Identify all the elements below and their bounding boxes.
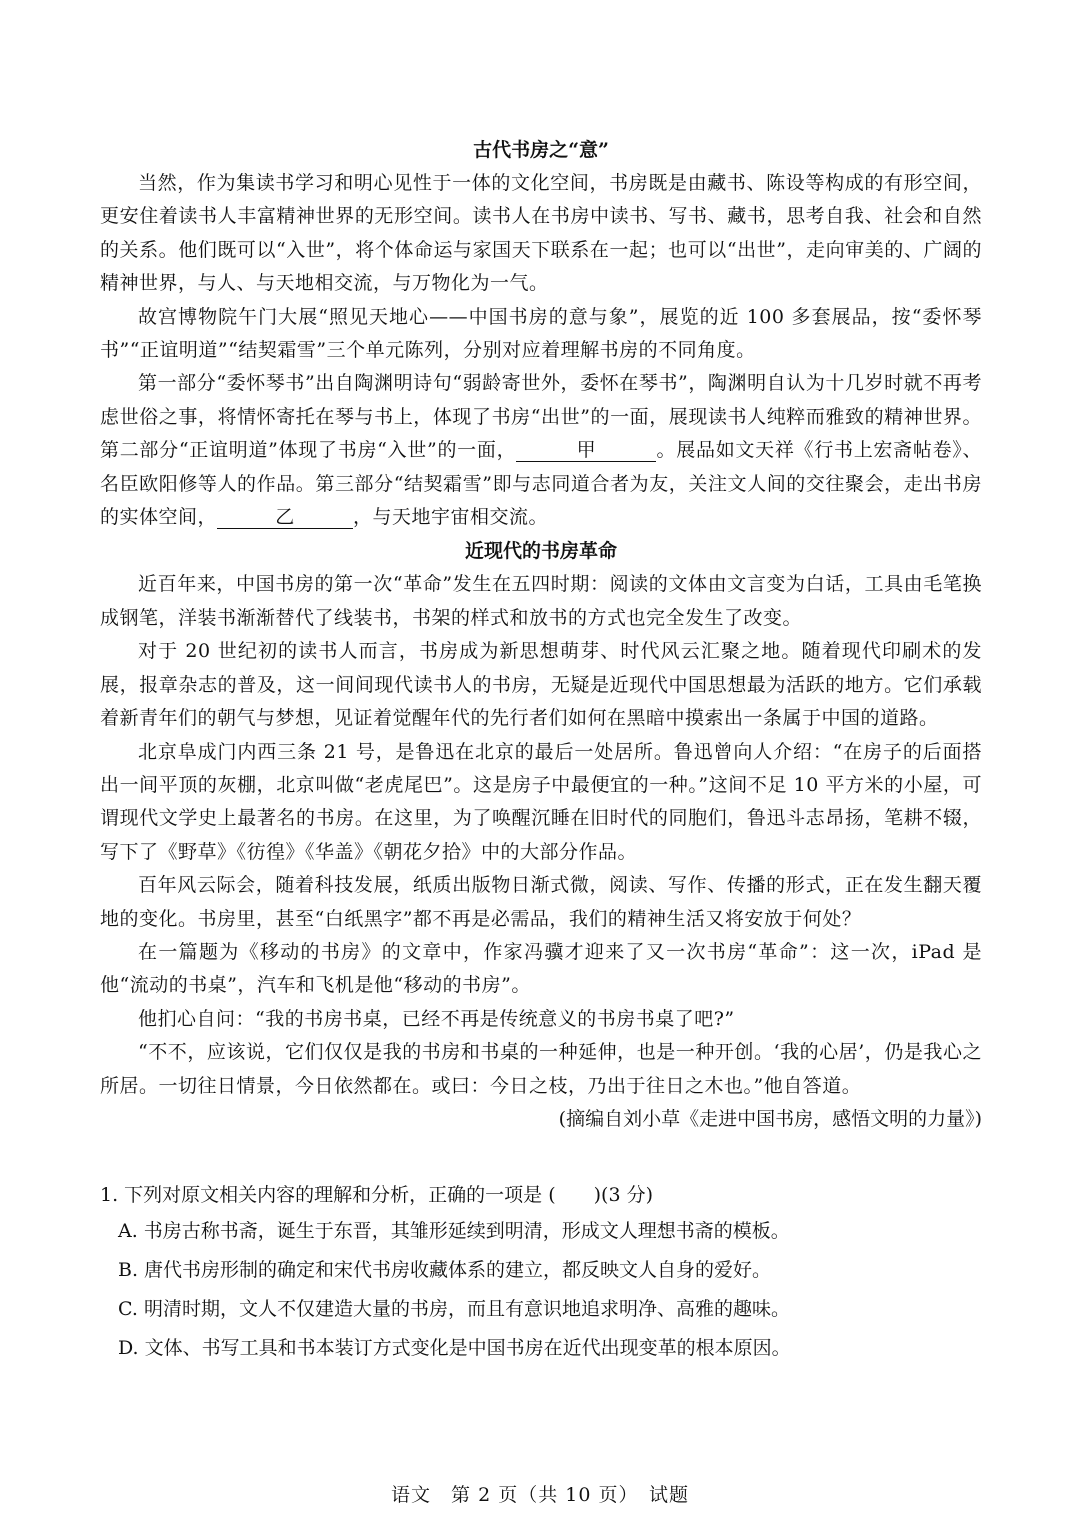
paragraph: 近百年来，中国书房的第一次“革命”发生在五四时期：阅读的文体由文言变为白话，工具由毛笔换成钢笔，洋装书渐渐替代了线装书，书架的样式和放书的方式也完全发生了改变。	[100, 573, 982, 629]
paragraph-text: 第一部分“委怀琴书”出自陶渊明诗句“弱龄寄世外，委怀在琴书”，陶渊明自认为十几岁时就不再考虑世俗之事，将情怀寄托在琴与书上，体现了书房“出世”的一面，展现读书人纯粹而雅致的精神世界。第二部分“正谊明道”体现了书房“入世”的一面，	[100, 372, 982, 462]
paragraph: “不不，应该说，它们仅仅是我的书房和书桌的一种延伸，也是一种开创。‘我的心居’，仍是我心之所居。一切往日情景，今日依然都在。或曰：今日之枝，乃出于往日之木也。”他自答道。	[100, 1041, 982, 1097]
paragraph: 对于 20 世纪初的读书人而言，书房成为新思想萌芽、时代风云汇聚之地。随着现代印刷术的发展，报章杂志的普及，这一间间现代读书人的书房，无疑是近现代中国思想最为活跃的地方。它们承载着新青年们的朝气与梦想，见证着觉醒年代的先行者们如何在黑暗中摸索出一条属于中国的道路。	[100, 640, 982, 730]
paragraph: 北京阜成门内西三条 21 号，是鲁迅在北京的最后一处居所。鲁迅曾向人介绍：“在房子的后面搭出一间平顶的灰棚，北京叫做“老虎尾巴”。这是房子中最便宜的一种。”这间不足 10 平方米的小屋，可谓现代文学史上最著名的书房。在这里，为了唤醒沉睡在旧时代的同胞们，鲁迅斗志昂扬，笔耕不辍，写下了《野草》《彷徨》《华盖》《朝花夕拾》中的大部分作品。	[100, 740, 982, 863]
fill-blank-yi: 乙	[217, 506, 353, 529]
paragraph-with-blanks	[100, 367, 982, 534]
paragraph: 他扪心自问：“我的书房书桌，已经不再是传统意义的书房书桌了吧?”	[138, 1007, 735, 1030]
question-1	[100, 1178, 982, 1368]
option-a: A. 书房古称书斋，诞生于东晋，其雏形延续到明清，形成文人理想书斋的模板。	[118, 1219, 790, 1242]
section-title-modern-revolution: 近现代的书房革命	[464, 540, 617, 563]
paragraph-text: 。展品如文天祥《行书上宏斋帖卷》、名臣欧阳修等人的作品。第三部分“结契霜雪”即与志同道合者为友，关注文人间的交往聚会，走出书房的实体空间，	[100, 439, 982, 529]
fill-blank-jia: 甲	[516, 439, 656, 462]
page-footer: 语文 第 2 页（共 10 页） 试题	[391, 1484, 689, 1506]
paragraph: 故宫博物院午门大展“照见天地心——中国书房的意与象”，展览的近 100 多套展品，按“委怀琴书”“正谊明道”“结契霜雪”三个单元陈列，分别对应着理解书房的不同角度。	[100, 305, 982, 362]
paragraph: 百年风云际会，随着科技发展，纸质出版物日渐式微，阅读、写作、传播的形式，正在发生翻天覆地的变化。书房里，甚至“白纸黑字”都不再是必需品，我们的精神生活又将安放于何处？	[100, 874, 982, 930]
option-d: D. 文体、书写工具和书本装订方式变化是中国书房在近代出现变革的根本原因。	[118, 1336, 791, 1359]
question-stem: 1. 下列对原文相关内容的理解和分析，正确的一项是 ( )(3 分)	[100, 1183, 653, 1206]
exam-page	[100, 133, 982, 1368]
section-title-ancient-study: 古代书房之“意”	[473, 139, 609, 161]
paragraph: 在一篇题为《移动的书房》的文章中，作家冯骥才迎来了又一次书房“革命”：这一次，iPad 是他“流动的书桌”，汽车和飞机是他“移动的书房”。	[100, 940, 982, 997]
paragraph: 当然，作为集读书学习和明心见性于一体的文化空间，书房既是由藏书、陈设等构成的有形空间，更安住着读书人丰富精神世界的无形空间。读书人在书房中读书、写书、藏书，思考自我、社会和自然的关系。他们既可以“入世”，将个体命运与家国天下联系在一起；也可以“出世”，走向审美的、广阔的精神世界，与人、与天地相交流，与万物化为一气。	[100, 172, 982, 295]
source-citation: (摘编自刘小草《走进中国书房，感悟文明的力量》)	[558, 1107, 982, 1130]
option-c: C. 明清时期，文人不仅建造大量的书房，而且有意识地追求明净、高雅的趣味。	[118, 1297, 790, 1320]
option-b: B. 唐代书房形制的确定和宋代书房收藏体系的建立，都反映文人自身的爱好。	[118, 1258, 772, 1281]
paragraph-text: ，与天地宇宙相交流。	[353, 506, 549, 529]
